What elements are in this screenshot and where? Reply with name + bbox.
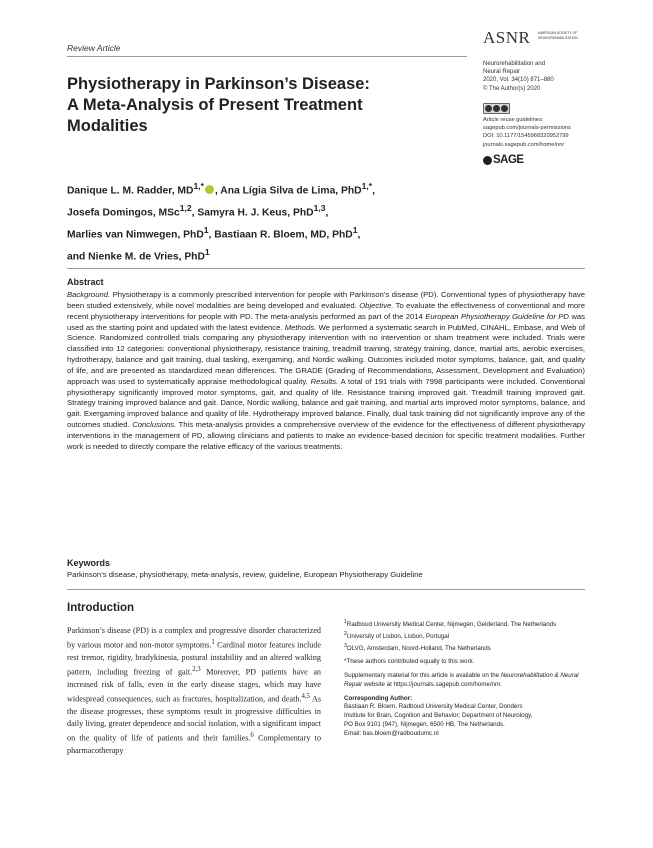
affil-num: 1 — [344, 619, 347, 625]
journal-name-line2: Neural Repair — [483, 69, 521, 76]
author-affil: 1 — [203, 224, 209, 235]
affil-text: OLVG, Amsterdam, Noord-Holland, The Netherlands — [346, 644, 491, 652]
introduction-heading: Introduction — [67, 602, 135, 614]
author-line — [67, 222, 487, 244]
abstract-heading: Abstract — [67, 277, 104, 287]
affiliation-1 — [344, 618, 586, 630]
citation-ref[interactable]: 1 — [211, 639, 215, 647]
affil-num: 3 — [344, 642, 347, 649]
corresponding-author-line: PO Box 9101 (947), Nijmegen, 6500 HB, The Netherlands. — [344, 720, 505, 728]
journal-volume: 2020, Vol. 34(10) 871–880 — [483, 77, 554, 84]
keywords-heading: Keywords — [67, 558, 111, 568]
author-line — [67, 200, 487, 222]
author-list — [67, 178, 487, 266]
author-name: , Ana Lígia Silva de Lima, PhD — [214, 185, 362, 197]
results-text: A total of 191 trials with 7998 participants were included. Conventional physiotherapy significantly improved motor symptoms, gait, and quality of life. Resistance training improved gait. Treadmill training improved gait. Strategy training improved balance and gait. Dance, Nordic walking, balance and gait training, and martial arts improved motor symptoms, balance, and gait. Exergaming improved balance and quality of life. Hydrotherapy improved balance. Finally, dual task training did not significantly improve any of the outcomes studied. — [67, 376, 585, 430]
author-line — [67, 244, 487, 266]
corresponding-author-line: Bastiaan R. Bloem, Radboud University Medical Center, Donders — [344, 703, 523, 711]
nc-circle-icon — [501, 105, 508, 112]
supp-text: Supplementary material for this article is available on the — [344, 672, 501, 680]
orcid-icon[interactable] — [205, 185, 214, 194]
equal-contribution-note: *These authors contributed equally to this work. — [344, 658, 475, 666]
conclusions-label: Conclusions. — [132, 420, 177, 430]
author-affil: 1,* — [193, 181, 204, 191]
logo-subtext: AMERICAN SOCIETY OF NEUROREHABILITATION — [538, 31, 578, 40]
affil-text: University of Lisbon, Lisbon, Portugal — [346, 632, 450, 640]
journal-copyright: © The Author(s) 2020 — [483, 85, 541, 92]
objective-label: Objective. — [359, 300, 394, 310]
intro-text: As the disease progresses, these symptoms result in progressive difficulties in daily living, greater dependence and social isolation, with a significant impact on the quality of life of patients and their families. — [67, 694, 321, 743]
methods-label: Methods. — [284, 322, 317, 332]
sage-logo — [483, 153, 524, 167]
author-affil: 1,3 — [313, 202, 326, 213]
keywords-text: Parkinson’s disease, physiotherapy, meta-analysis, review, guideline, European Physiotherapy Guideline — [67, 570, 423, 579]
supp-journal: Neurorehabilitation & Neural Repair — [344, 672, 579, 688]
author-name: Danique L. M. Radder, MD — [67, 185, 194, 197]
author-name: , Samyra H. J. Keus, PhD — [191, 207, 314, 219]
author-name: Marlies van Nimwegen, PhD — [67, 229, 204, 241]
doi[interactable]: DOI: 10.1177/1545968320952799 — [483, 133, 569, 140]
author-affil: 1,2 — [179, 202, 192, 213]
asnr-logo — [483, 27, 593, 49]
author-line — [67, 178, 487, 200]
author-name: Josefa Domingos, MSc — [67, 207, 180, 219]
corresponding-author-email[interactable]: Email: bas.bloem@radboudumc.nl — [344, 729, 439, 737]
by-circle-icon — [493, 105, 500, 112]
background-label: Background. — [67, 290, 111, 299]
supplementary-note — [344, 672, 586, 690]
affil-num: 2 — [344, 630, 347, 637]
logo-letters: ASNR — [483, 28, 531, 47]
journal-name-line1: Neurorehabilitation and — [483, 61, 546, 67]
abstract-divider — [67, 268, 585, 269]
conclusions-text: This meta-analysis provides a comprehensive overview of the evidence for the effectiveness of different physiotherapy interventions in the management of PD, allowing clinicians and patients to make an evidence-based decision for specific treatment modalities. Further work is needed to directly compare the relative efficacy of the various treatments. — [67, 420, 586, 451]
author-affil: 1 — [204, 246, 210, 257]
intro-text: Parkinson’s disease (PD) is a complex and progressive disorder characterized by various motor and non-motor symptoms. — [67, 626, 321, 650]
affiliation-3 — [344, 642, 586, 654]
author-name: , Bastiaan R. Bloem, MD, PhD — [208, 229, 353, 241]
intro-text: Cardinal motor features include rest tremor, rigidity, bradykinesia, postural instability and an altered walking pattern, including freezing of gait. — [67, 640, 321, 677]
journal-link[interactable]: journals.sagepub.com/home/nnr — [483, 141, 565, 148]
guideline-name: European Physiotherapy Guideline for PD — [425, 311, 569, 321]
author-affil: 1 — [352, 224, 358, 235]
corresponding-author-heading: Corresponding Author: — [344, 694, 413, 702]
keywords-divider — [67, 589, 585, 590]
separator: , — [372, 185, 375, 197]
abstract-body — [67, 290, 585, 453]
author-affil: 1,* — [361, 181, 373, 191]
reuse-heading: Article reuse guidelines: — [483, 117, 544, 123]
results-label: Results. — [310, 376, 339, 386]
title-line: Physiotherapy in Parkinson’s Disease: — [67, 75, 370, 93]
intro-text: Moreover, PD patients have an increased risk of falls, even in the early disease stages, which may have widespread consequences, such as fractures, hospitalization, and death. — [67, 667, 321, 704]
methods-text: We performed a systematic search in PubMed, CINAHL, Embase, and Web of Science. Randomized controlled trials comparing any physiotherapy intervention with no intervention or sham treatment were included. Trials were classified into 12 categories: conventional physiotherapy, resistance training, treadmill training, strategy training, dance, martial arts, aerobic exercises, hydrotherapy, balance and gait training, dual tasking, exergaming, and Nordic walking. Outcomes included motor symptoms, balance, gait, and quality of life, and are presented as standardized mean differences. The GRADE (Grading of Recommendations, Assessment, Development and Evaluation) approach was used to systematically appraise methodological quality. — [67, 322, 586, 386]
creative-commons-icon[interactable] — [483, 103, 510, 114]
affiliation-2 — [344, 630, 586, 642]
reuse-guidelines — [483, 116, 603, 149]
objective-text-end: was used as the starting point and updated with the latest evidence. — [67, 311, 586, 332]
introduction-body — [67, 625, 321, 757]
author-name: and Nienke M. de Vries, PhD — [67, 251, 205, 263]
title-line: A Meta-Analysis of Present Treatment — [67, 96, 363, 114]
background-text: Physiotherapy is a commonly prescribed intervention for people with Parkinson’s disease (PD). Conventional types of physiotherapy have been studied extensively, while novel modalities are being developed and evaluated. — [67, 290, 585, 310]
citation-ref[interactable]: 4,5 — [301, 692, 310, 700]
affiliations-footnotes — [344, 618, 586, 738]
intro-text: Complementary to pharmacotherapy — [67, 733, 322, 755]
separator: , — [325, 207, 329, 219]
header-divider — [67, 56, 467, 57]
citation-ref[interactable]: 6 — [250, 731, 254, 739]
separator: , — [357, 229, 361, 241]
title-line: Modalities — [67, 117, 148, 135]
citation-ref[interactable]: 2,3 — [192, 665, 201, 673]
affil-text: Radboud University Medical Center, Nijmegen, Gelderland, The Netherlands — [346, 621, 557, 629]
section-label: Review Article — [67, 43, 121, 53]
objective-text: To evaluate the effectiveness of conventional and more recent physiotherapy interventions for people with PD. The meta-analysis performed as part of the 2014 — [67, 300, 586, 321]
corresponding-author-line: Institute for Brain, Cognition and Behavior; Department of Neurology, — [344, 712, 533, 720]
article-title — [67, 74, 467, 137]
sage-mark-icon — [483, 156, 492, 165]
sage-wordmark: SAGE — [493, 154, 524, 166]
cc-circle-icon — [485, 105, 492, 112]
supp-link[interactable]: website at https://journals.sagepub.com/home/nnr. — [362, 680, 502, 688]
permissions-link[interactable]: sagepub.com/journals-permissions — [483, 125, 571, 132]
journal-meta — [483, 60, 593, 93]
